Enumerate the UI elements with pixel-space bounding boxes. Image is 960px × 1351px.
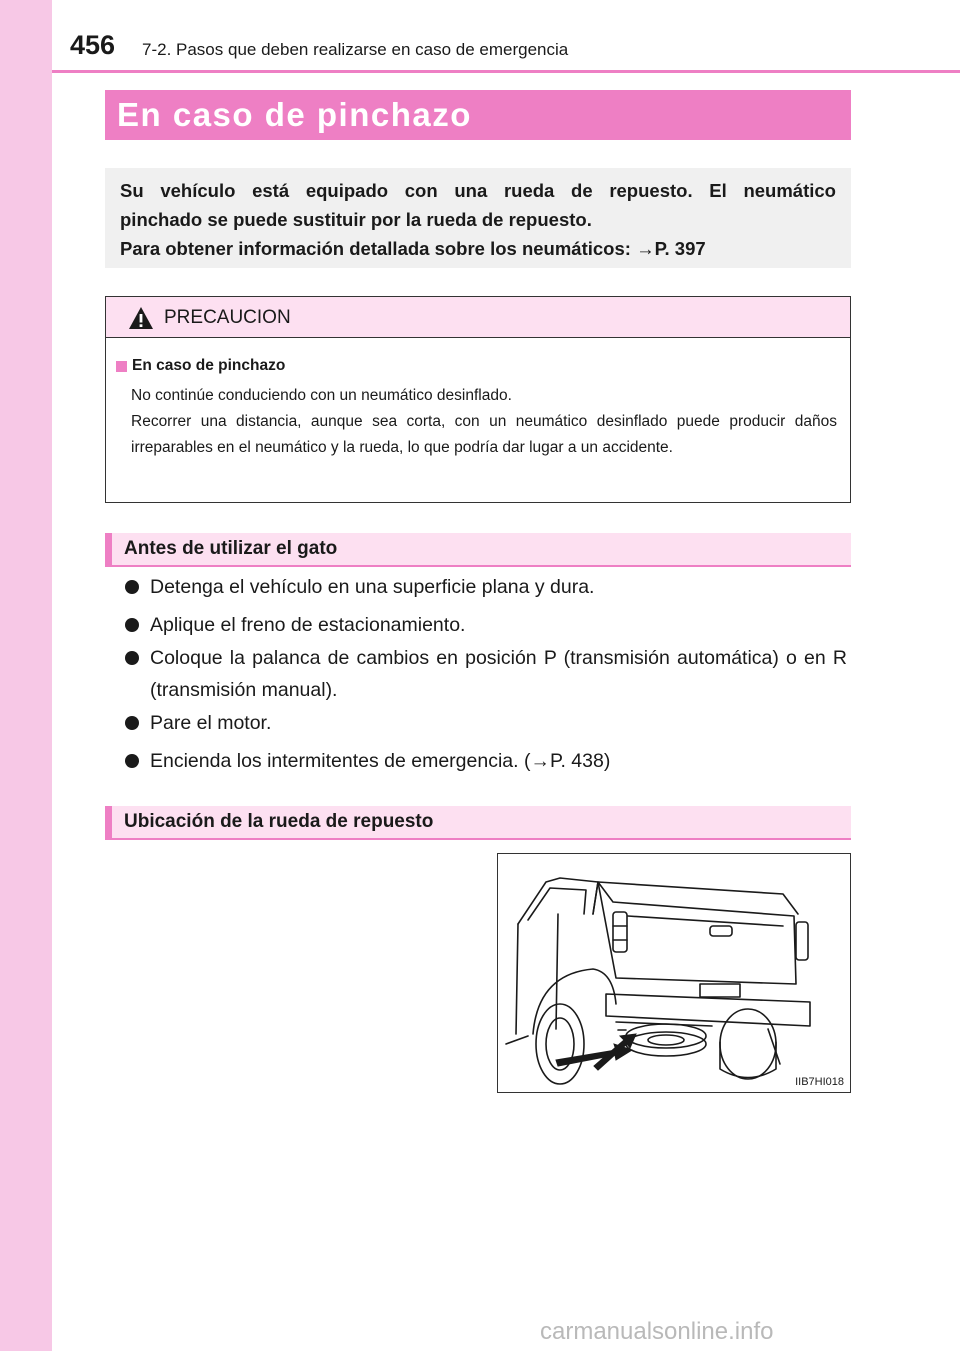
header-rule bbox=[52, 70, 960, 73]
caution-header bbox=[106, 297, 850, 338]
caution-paragraph-1: No continúe conduciendo con un neumático desinflado. bbox=[131, 387, 512, 404]
intro-line-1: Su vehículo está equipado con una rueda de repuesto. El neumático bbox=[120, 180, 836, 201]
watermark: carmanualsonline.info bbox=[540, 1318, 774, 1345]
list-item-text: Aplique el freno de estacionamiento. bbox=[150, 614, 466, 636]
section-title: Antes de utilizar el gato bbox=[124, 538, 338, 559]
bullet-dot-icon bbox=[125, 580, 139, 594]
caution-box bbox=[105, 296, 851, 503]
section-heading-spare-location bbox=[105, 806, 851, 840]
section-accent-bar bbox=[105, 806, 112, 838]
bullet-dot-icon bbox=[125, 716, 139, 730]
square-bullet-icon bbox=[116, 361, 127, 372]
section-heading-jack bbox=[105, 533, 851, 567]
pickup-truck-rear-illustration bbox=[498, 854, 850, 1092]
bullet-dot-icon bbox=[125, 651, 139, 665]
intro-line-3: Para obtener información detallada sobre los neumáticos: →P. 397 bbox=[120, 238, 706, 259]
figure-code: IIB7HI018 bbox=[795, 1076, 844, 1088]
warning-triangle-icon bbox=[128, 306, 154, 330]
caution-label: PRECAUCION bbox=[164, 307, 291, 328]
intro-box bbox=[105, 168, 851, 268]
running-title: 7-2. Pasos que deben realizarse en caso de emergencia bbox=[142, 40, 569, 59]
spare-tire-illustration bbox=[497, 853, 851, 1093]
bullet-dot-icon bbox=[125, 618, 139, 632]
page-number: 456 bbox=[70, 30, 116, 60]
list-item-text: Pare el motor. bbox=[150, 712, 272, 734]
section-title: Ubicación de la rueda de repuesto bbox=[124, 811, 434, 832]
list-item-text: Detenga el vehículo en una superficie plana y dura. bbox=[150, 576, 595, 598]
caution-subtitle: En caso de pinchazo bbox=[132, 357, 286, 374]
page-title: En caso de pinchazo bbox=[117, 96, 472, 133]
list-item-text: Encienda los intermitentes de emergencia. (→P. 438) bbox=[150, 750, 611, 772]
bullet-dot-icon bbox=[125, 754, 139, 768]
title-bar bbox=[105, 90, 851, 140]
caution-paragraph-2: Recorrer una distancia, aunque sea corta, con un neumático desinflado puede producir daños irreparables en el neumático y la rueda, lo que podría dar lugar a un accidente. bbox=[131, 413, 837, 456]
section-accent-bar bbox=[105, 533, 112, 565]
side-tab-strip bbox=[0, 0, 52, 1351]
intro-line-2: pinchado se puede sustituir por la rueda de repuesto. bbox=[120, 209, 592, 230]
list-item-text: Coloque la palanca de cambios en posición P (transmisión automática) o en R (transmisión manual). bbox=[150, 647, 847, 701]
